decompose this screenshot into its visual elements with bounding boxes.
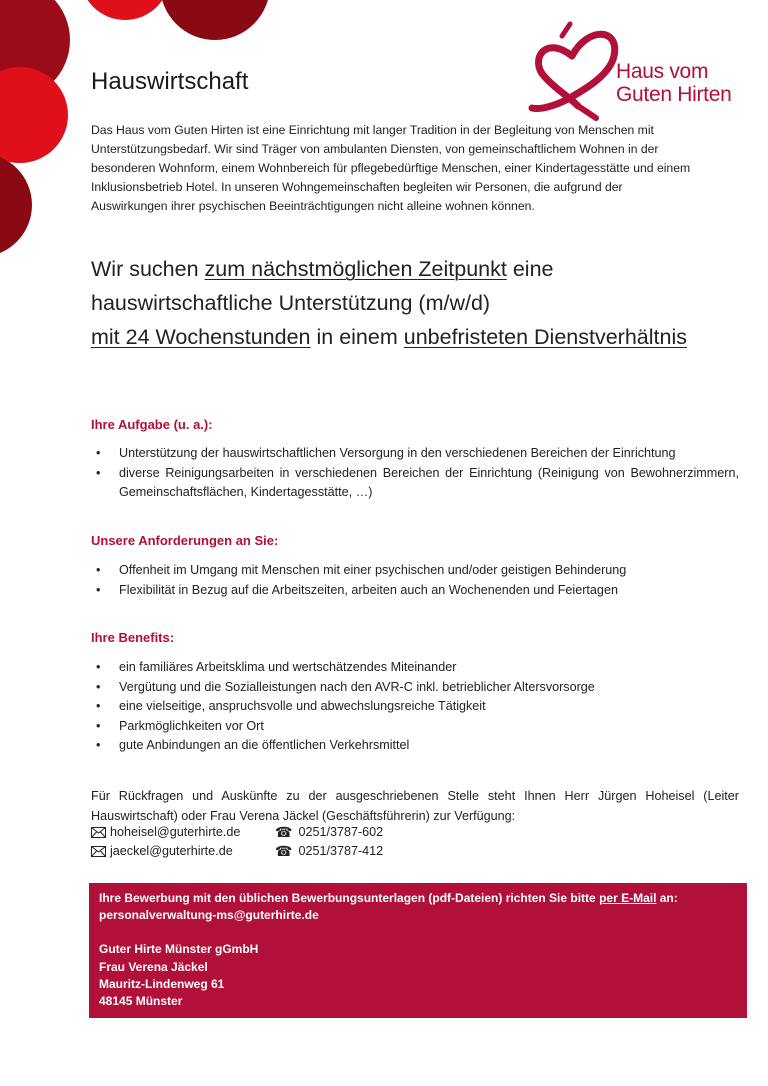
logo-line-1: Haus vom (616, 60, 709, 83)
list-item: • gute Anbindungen an die öffentlichen Verkehrsmittel (91, 736, 739, 756)
contact-phone[interactable] (275, 823, 383, 842)
email-text[interactable]: hoheisel@guterhirte.de (110, 825, 241, 839)
email-link[interactable]: per E-Mail (599, 891, 657, 905)
phone-text[interactable]: 0251/3787-602 (298, 825, 384, 839)
headline-underline: mit 24 Wochenstunden (91, 325, 311, 349)
application-instruction (99, 890, 739, 907)
phone-text[interactable]: 0251/3787-412 (298, 844, 384, 858)
phone-icon: ☎ (275, 824, 293, 840)
envelope-icon (91, 846, 106, 857)
headline-text: eine hauswirtschaftliche Unterstützung (m/w/d) (91, 257, 554, 315)
contact-row (91, 823, 383, 842)
list-item: • diverse Reinigungsarbeiten in verschiedenen Bereichen der Einrichtung (Reinigung von Bewohnerzimmern, Gemeinschaftsflächen, Kindertagesstätte, …) (91, 464, 739, 503)
benefits-list (91, 658, 739, 756)
section-title-aufgabe: Ihre Aufgabe (u. a.): (91, 417, 213, 432)
list-item: • eine vielseitige, anspruchsvolle und abwechslungsreiche Tätigkeit (91, 697, 739, 717)
logo-wordmark (616, 60, 731, 106)
logo-line-2: Guten Hirten (616, 83, 732, 106)
address-person: Frau Verena Jäckel (99, 959, 208, 974)
section-title-anforderungen: Unsere Anforderungen an Sie: (91, 533, 279, 548)
application-text: Ihre Bewerbung mit den üblichen Bewerbungsunterlagen (pdf-Dateien) richten Sie bitte (99, 891, 600, 905)
address-city: 48145 Münster (99, 994, 183, 1009)
list-item: • Unterstützung der hauswirtschaftlichen Versorgung in den verschiedenen Bereichen der Einrichtung (91, 444, 739, 464)
headline-text: in einem (310, 325, 404, 349)
contact-email[interactable] (91, 842, 275, 861)
headline-text: Wir suchen (91, 257, 205, 281)
headline-underline: zum nächstmöglichen Zeitpunkt (204, 257, 507, 281)
list-item: • Parkmöglichkeiten vor Ort (91, 717, 739, 737)
aufgabe-list (91, 444, 739, 503)
application-text: an: (656, 891, 678, 905)
list-item: • Flexibilität in Bezug auf die Arbeitszeiten, arbeiten auch an Wochenenden und Feiertagen (91, 581, 739, 601)
section-title-benefits: Ihre Benefits: (91, 630, 175, 645)
application-email[interactable]: personalverwaltung-ms@guterhirte.de (99, 908, 319, 923)
address-street: Mauritz-Lindenweg 61 (99, 976, 225, 991)
list-item: • Offenheit im Umgang mit Menschen mit einer psychischen und/oder geistigen Behinderung (91, 561, 739, 581)
headline-underline: unbefristeten Dienstverhältnis (403, 325, 687, 349)
address-org: Guter Hirte Münster gGmbH (99, 942, 259, 957)
anforderungen-list (91, 561, 739, 600)
contact-phone[interactable] (275, 842, 383, 861)
job-headline (91, 252, 691, 354)
list-item: • Vergütung und die Sozialleistungen nach den AVR-C inkl. betrieblicher Altersvorsorge (91, 678, 739, 698)
email-text[interactable]: jaeckel@guterhirte.de (110, 844, 233, 858)
list-item: • ein familiäres Arbeitsklima und wertschätzendes Miteinander (91, 658, 739, 678)
intro-paragraph: Das Haus vom Guten Hirten ist eine Einrichtung mit langer Tradition in der Begleitung von Menschen mit Unterstützungsbedarf. Wir sind Träger von ambulanten Diensten, von gemeinschaftlichem Wohnen in der besonderen Wohnform, einem Wohnbereich für pflegebedürftige Menschen, einer Kindertagesstätte und einem Inklusionsbetrieb Hotel. In unseren Wohngemeinschaften begleiten wir Personen, die aufgrund der Auswirkungen ihrer psychischen Beeinträchtigungen nicht alleine wohnen können. (91, 123, 691, 213)
contact-paragraph: Für Rückfragen und Auskünfte zu der ausgeschriebenen Stelle steht Ihnen Herr Jürgen Hoheisel (Leiter Hauswirtschaft) oder Frau Verena Jäckel (Geschäftsführerin) zur Verfügung: (91, 789, 739, 823)
envelope-icon (91, 827, 106, 838)
page-title: Hauswirtschaft (91, 68, 249, 95)
contact-email[interactable] (91, 823, 275, 842)
contact-row (91, 842, 383, 861)
application-box (89, 883, 747, 1018)
phone-icon: ☎ (275, 843, 293, 859)
